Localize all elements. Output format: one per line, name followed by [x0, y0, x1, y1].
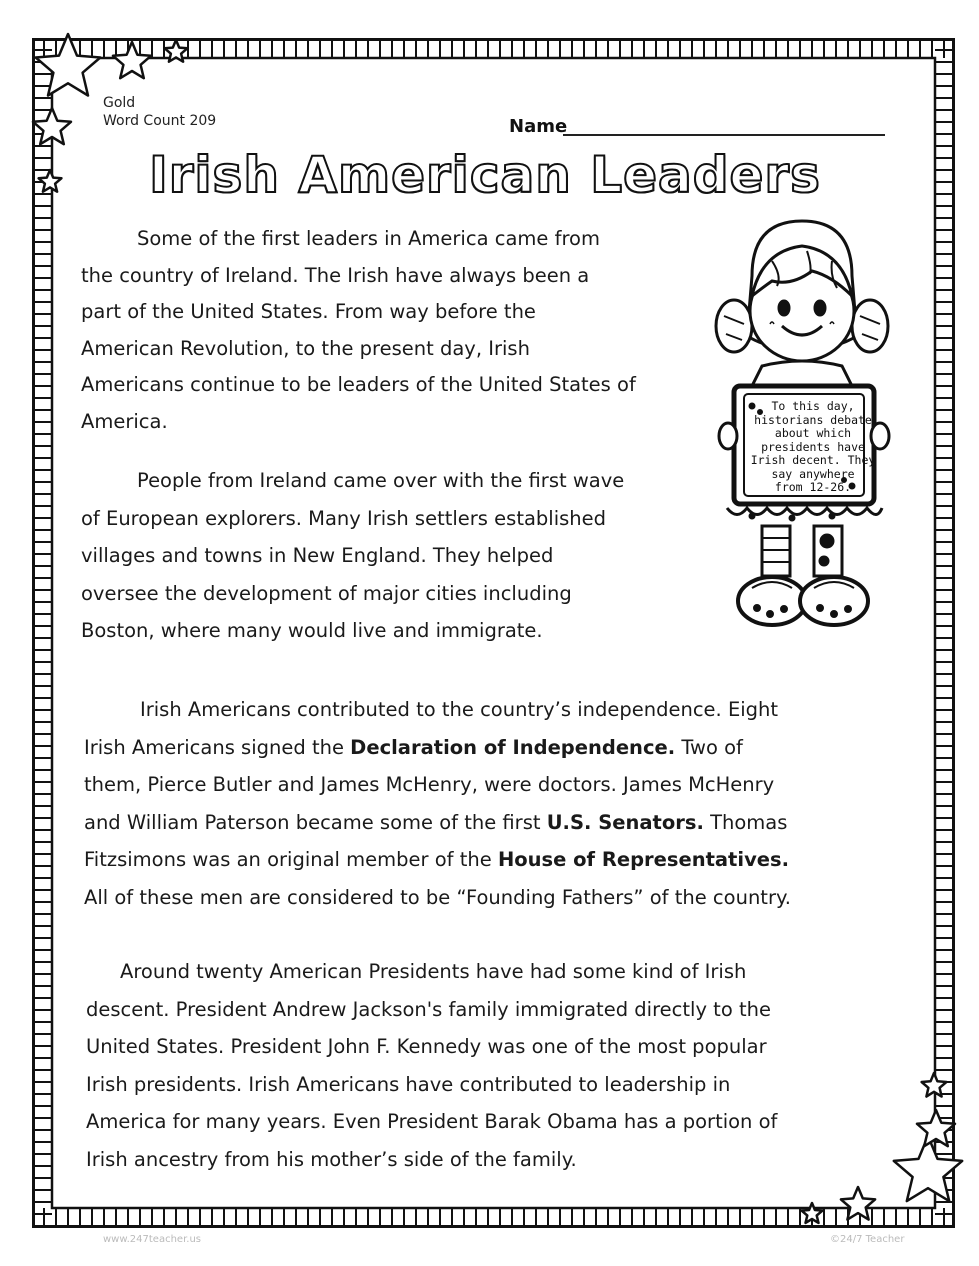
text-segment: Thomas	[703, 810, 788, 834]
text-line: Irish ancestry from his mother’s side of the family.	[86, 1147, 577, 1171]
text-line: Boston, where many would live and immigrate.	[81, 619, 543, 643]
sign-line: about which	[774, 426, 852, 440]
text-line: villages and towns in New England. They helped	[81, 544, 554, 568]
word-count-label: Word Count 209	[103, 113, 217, 129]
text-segment: Two of	[675, 735, 743, 759]
sign-line: historians debate	[754, 412, 872, 427]
text-line: them, Pierce Butler and James McHenry, were doctors. James McHenry	[84, 773, 775, 797]
footer-copyright: ©24/7 Teacher	[830, 1234, 905, 1245]
paragraph-4	[86, 953, 777, 1179]
text-line: All of these men are considered to be “Founding Fathers” of the country.	[84, 885, 791, 909]
worksheet-meta	[103, 94, 216, 130]
text-line: the country of Ireland. The Irish have always been a	[81, 263, 590, 287]
text-line: Irish Americans contributed to the country’s independence. Eight	[140, 698, 779, 721]
text-line	[84, 804, 791, 842]
text-line: oversee the development of major cities including	[81, 581, 572, 605]
text-line: of European explorers. Many Irish settlers established	[81, 506, 607, 530]
text-line	[84, 729, 791, 767]
vocab-term-senators: U.S. Senators.	[546, 810, 704, 834]
text-line: Americans continue to be leaders of the United States of	[81, 373, 636, 396]
text-line: Irish presidents. Irish Americans have contributed to leadership in	[86, 1072, 731, 1096]
paragraph-2	[81, 462, 624, 650]
sign-line: say anywhere	[771, 466, 855, 481]
sign-line: from 12-26.	[774, 480, 852, 494]
text-segment: and William Paterson became some of the first	[84, 810, 547, 834]
footer-website: www.247teacher.us	[103, 1234, 201, 1245]
text-line: People from Ireland came over with the first wave	[137, 469, 625, 492]
sign-text	[748, 400, 878, 495]
vocab-term-house: House of Representatives.	[497, 848, 790, 872]
page-title: Irish American Leaders	[149, 146, 821, 204]
text-line: America.	[81, 409, 168, 433]
paragraph-3	[84, 691, 791, 917]
sign-line: presidents have	[761, 439, 865, 454]
text-line	[84, 841, 791, 879]
name-label: Name	[509, 116, 568, 137]
level-label: Gold	[103, 95, 136, 111]
text-line: Some of the first leaders in America came from	[137, 227, 600, 250]
text-line: American Revolution, to the present day, Irish	[81, 336, 530, 360]
text-line: descent. President Andrew Jackson's family immigrated directly to the	[86, 997, 771, 1021]
text-segment: Irish Americans signed the	[84, 735, 351, 759]
sign-line: Irish decent. They	[750, 453, 876, 467]
text-line: Around twenty American Presidents have had some kind of Irish	[120, 960, 747, 983]
text-line: United States. President John F. Kennedy was one of the most popular	[86, 1035, 767, 1059]
text-line: part of the United States. From way before the	[81, 300, 536, 323]
name-field[interactable]	[563, 134, 885, 136]
text-segment: Fitzsimons was an original member of the	[84, 848, 498, 872]
vocab-term-declaration: Declaration of Independence.	[350, 735, 676, 759]
sign-line: To this day,	[771, 399, 855, 413]
text-line: America for many years. Even President Barak Obama has a portion of	[86, 1110, 778, 1134]
paragraph-1	[81, 221, 636, 440]
